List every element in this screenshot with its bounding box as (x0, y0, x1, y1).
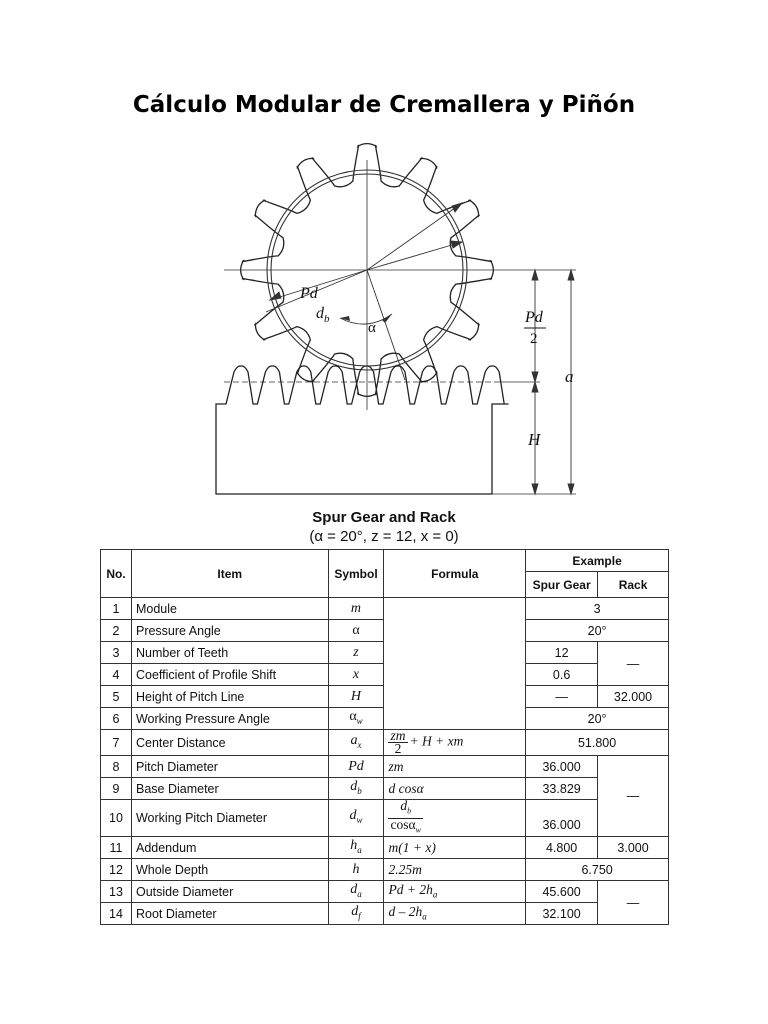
header-symbol: Symbol (328, 550, 384, 598)
header-spur-gear: Spur Gear (526, 572, 598, 598)
row-spur-gear: — (526, 686, 598, 708)
center-distance-label: a (565, 367, 574, 386)
formula-empty-cell (384, 598, 526, 730)
table-row (101, 778, 669, 800)
row-rack: — (598, 881, 669, 925)
row-item: Module (131, 598, 328, 620)
row-item: Working Pitch Diameter (131, 800, 328, 837)
row-example: 20° (526, 620, 669, 642)
row-item: Pressure Angle (131, 620, 328, 642)
row-no: 2 (101, 620, 132, 642)
row-example: 51.800 (526, 730, 669, 756)
rack-outline (216, 366, 509, 494)
row-no: 4 (101, 664, 132, 686)
figure-caption-title: Spur Gear and Rack (312, 509, 456, 526)
row-spur-gear: 0.6 (526, 664, 598, 686)
row-spur-gear: 45.600 (526, 881, 598, 903)
row-no: 9 (101, 778, 132, 800)
pitch-line-height-label: H (528, 430, 541, 449)
row-item: Root Diameter (131, 903, 328, 925)
row-formula: $Pd + 2h_a$ (384, 881, 526, 903)
row-symbol: $d_f$ (328, 903, 384, 925)
row-no: 14 (101, 903, 132, 925)
table-row (101, 800, 669, 837)
pressure-angle-label: α (368, 320, 376, 336)
row-item: Pitch Diameter (131, 756, 328, 778)
row-item: Center Distance (131, 730, 328, 756)
row-rack: 32.000 (598, 686, 669, 708)
row-formula: zm (384, 756, 526, 778)
row-spur-gear: 12 (526, 642, 598, 664)
header-no: No. (101, 550, 132, 598)
row-spur-gear: 36.000 (526, 756, 598, 778)
header-item: Item (131, 550, 328, 598)
row-no: 13 (101, 881, 132, 903)
gear-rack-diagram (0, 0, 768, 510)
row-no: 5 (101, 686, 132, 708)
row-symbol: $a_x$ (328, 730, 384, 756)
row-no: 1 (101, 598, 132, 620)
row-item: Addendum (131, 837, 328, 859)
row-spur-gear: 36.000 (526, 800, 598, 837)
row-spur-gear: 4.800 (526, 837, 598, 859)
row-example: 3 (526, 598, 669, 620)
header-rack: Rack (598, 572, 669, 598)
row-symbol: $\alpha_w$ (328, 708, 384, 730)
row-symbol: $h_a$ (328, 837, 384, 859)
row-no: 12 (101, 859, 132, 881)
table-row (101, 881, 669, 903)
row-item: Height of Pitch Line (131, 686, 328, 708)
row-formula: 2.25m (384, 859, 526, 881)
center-lines (224, 160, 576, 494)
spec-table (100, 549, 669, 925)
half-pitch-denominator: 2 (530, 331, 538, 347)
row-no: 3 (101, 642, 132, 664)
table-row (101, 859, 669, 881)
row-item: Whole Depth (131, 859, 328, 881)
row-symbol: Pd (328, 756, 384, 778)
row-example: 20° (526, 708, 669, 730)
base-diameter-label: $d_b$ (316, 305, 330, 325)
table-row (101, 903, 669, 925)
radius-leaders (266, 203, 462, 380)
table-row (101, 837, 669, 859)
row-item: Base Diameter (131, 778, 328, 800)
row-rack: — (598, 756, 669, 837)
row-no: 6 (101, 708, 132, 730)
table-row (101, 756, 669, 778)
row-no: 11 (101, 837, 132, 859)
row-item: Coefficient of Profile Shift (131, 664, 328, 686)
row-symbol: $d_w$ (328, 800, 384, 837)
row-formula: d cosα (384, 778, 526, 800)
row-item: Working Pressure Angle (131, 708, 328, 730)
table-row (101, 730, 669, 756)
figure-caption-params: (α = 20°, z = 12, x = 0) (309, 528, 459, 545)
row-symbol: m (328, 598, 384, 620)
row-rack: 3.000 (598, 837, 669, 859)
row-rack: — (598, 642, 669, 686)
header-row-1 (101, 550, 669, 572)
header-example: Example (526, 550, 669, 572)
row-no: 7 (101, 730, 132, 756)
row-formula: $\frac{zm}{2}$ + H + xm (384, 730, 526, 756)
row-formula: $\frac{d_b}{\cos\alpha_w}$ (384, 800, 526, 837)
half-pitch-numerator: Pd (525, 309, 543, 326)
row-spur-gear: 32.100 (526, 903, 598, 925)
row-symbol: x (328, 664, 384, 686)
page-title: Cálculo Modular de Cremallera y Piñón (132, 92, 636, 118)
row-symbol: h (328, 859, 384, 881)
pitch-diameter-label: Pd (300, 285, 318, 302)
row-symbol: α (328, 620, 384, 642)
row-item: Outside Diameter (131, 881, 328, 903)
row-symbol: H (328, 686, 384, 708)
row-formula: m(1 + x) (384, 837, 526, 859)
table-row (101, 598, 669, 620)
row-no: 8 (101, 756, 132, 778)
row-symbol: z (328, 642, 384, 664)
header-formula: Formula (384, 550, 526, 598)
row-item: Number of Teeth (131, 642, 328, 664)
row-symbol: $d_b$ (328, 778, 384, 800)
row-example: 6.750 (526, 859, 669, 881)
row-symbol: $d_a$ (328, 881, 384, 903)
row-formula: d – $2h_a$ (384, 903, 526, 925)
row-no: 10 (101, 800, 132, 837)
row-spur-gear: 33.829 (526, 778, 598, 800)
